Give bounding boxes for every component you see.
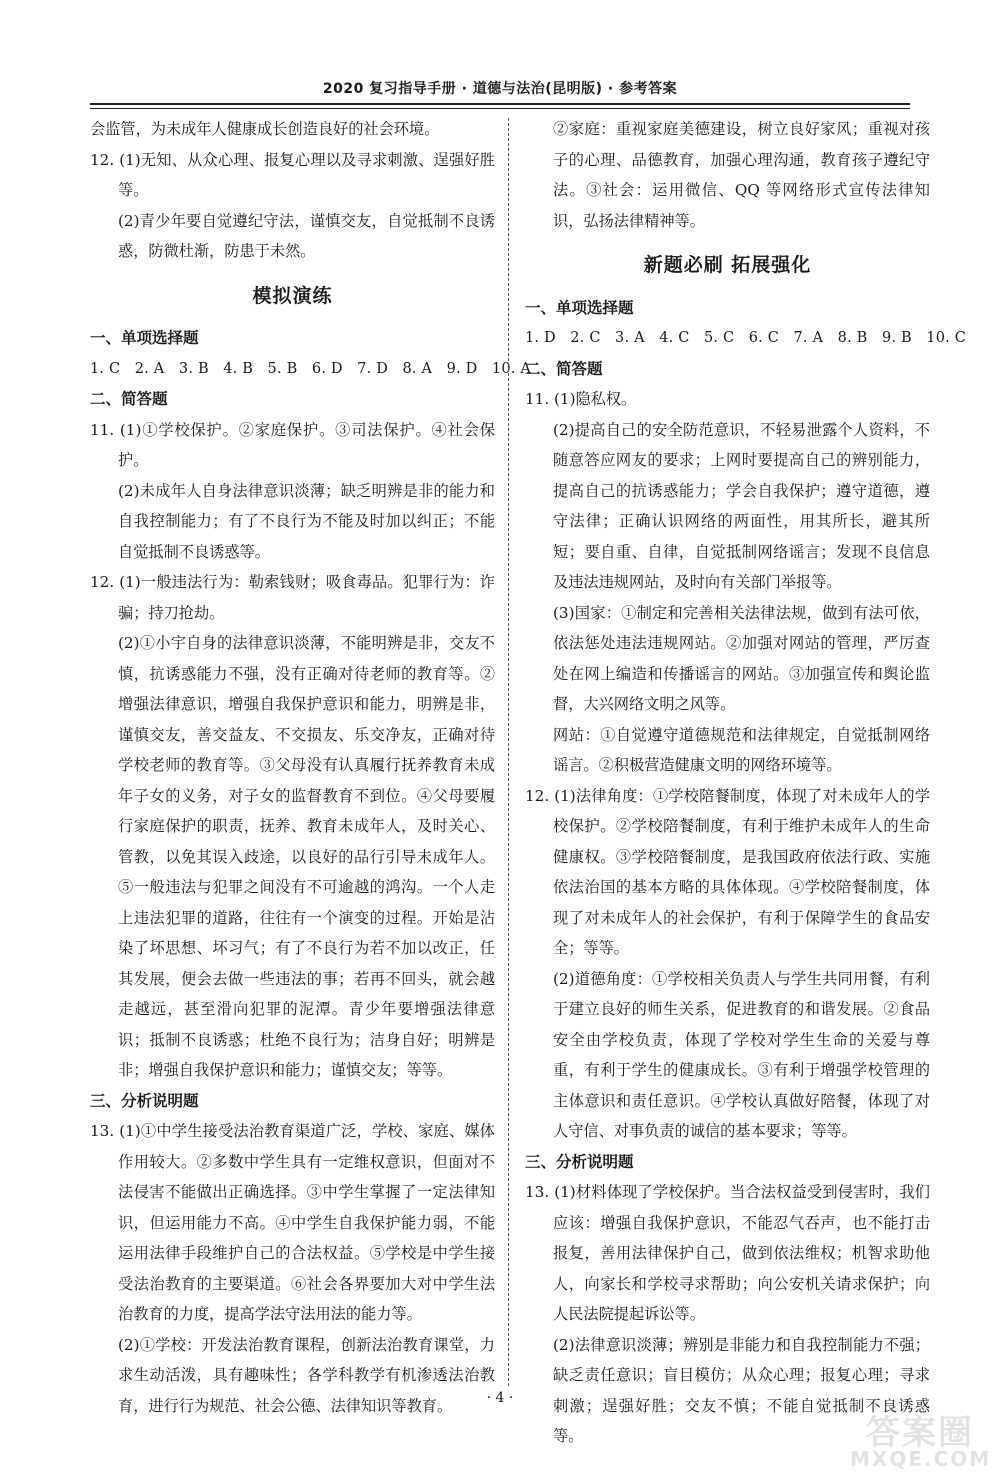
q12-part2: (2)青少年要自觉遵纪守法，谨慎交友，自觉抵制不良诱惑，防微杜渐，防患于未然。 — [118, 211, 495, 260]
q11r-part2: (2)提高自己的安全防范意识，不轻易泄露个人资料，不随意答应网友的要求；上网时要提高自己的辨别能力，提高自己的抗诱惑能力；学会自我保护；遵守道德，遵守法律；正确认识网络的两面性，用其所长，避其所短；要自重、自律，自觉抵制网络谣言；发现不良信息及违法违规网站，及时向有关部门举报等。 — [553, 420, 930, 591]
choice-answers-right: 1. D 2. C 3. A 4. C 5. C 6. C 7. A 8. B 9. B 10. C — [525, 330, 967, 346]
q13-part2: (2)①学校：开发法治教育课程，创新法治教育课堂，力求生动活泼，具有趣味性；各学科教学有机渗透法治教育，进行行为规范、社会公德、法律知识等教育。 — [118, 1335, 495, 1415]
right-column — [525, 114, 967, 1452]
page-number: · 4 · — [486, 1390, 514, 1406]
heading-single-choice: 一、单项选择题 — [90, 329, 199, 347]
q13r-part1: 13. (1)材料体现了学校保护。当合法权益受到侵害时，我们应该：增强自我保护意识，不能忍气吞声，也不能打击报复，善用法律保护自己，做到依法维权；机智求助他人，向家长和学校寻求帮助；向公安机关请求保护；向人民法院提起诉讼等。 — [525, 1183, 930, 1323]
q13r-part2: (2)法律意识淡薄；辨别是非能力和自我控制能力不强；缺乏责任意识；盲目模仿；从众心理；报复心理；寻求刺激；逞强好胜；交友不慎；不能自觉抵制不良诱惑等。 — [553, 1335, 930, 1445]
q12-part1: 12. (1)无知、从众心理、报复心理以及寻求刺激、逞强好胜等。 — [90, 150, 495, 199]
continued-text: 会监管，为未成年人健康成长创造良好的社会环境。 — [90, 120, 440, 138]
watermark-logo — [850, 1405, 990, 1475]
q12b-part1: 12. (1)一般违法行为：勒索钱财；吸食毒品。犯罪行为：诈骗；持刀抢劫。 — [90, 573, 495, 622]
q12b-part2: (2)①小宇自身的法律意识淡薄，不能明辨是非，交友不慎，抗诱惑能力不强，没有正确对待老师的教育等。②增强法律意识，增强自我保护意识和能力，明辨是非，谨慎交友，善交益友、不交损友、乐交净友，正确对待学校老师的教育等。③父母没有认真履行抚养教育未成年子女的义务，对子女的监督教育不到位。④父母要履行家庭保护的职责，抚养、教育未成年人，及时关心、管教，以免其误入歧途，以良好的品行引导未成年人。⑤一般违法与犯罪之间没有不可逾越的鸿沟。一个人走上违法犯罪的道路，往往有一个演变的过程。开始是沾染了坏思想、坏习气；有了不良行为若不加以改正，任其发展，便会去做一些违法的事；若再不回头，就会越走越远，甚至滑向犯罪的泥潭。青少年要增强法律意识；抵制不良诱惑；杜绝不良行为；洁身自好；明辨是非；增强自我保护意识和能力；谨慎交友；等等。 — [118, 634, 495, 1079]
choice-answers: 1. C 2. A 3. B 4. B 5. B 6. D 7. D 8. A 9. D 10. A — [90, 360, 532, 377]
q11-part2: (2)未成年人自身法律意识淡薄；缺乏明辨是非的能力和自我控制能力；有了不良行为不能及时加以纠正；不能自觉抵制不良诱惑等。 — [118, 481, 495, 561]
q11r-part3: (3)国家：①制定和完善相关法律法规，做到有法可依，依法惩处违法违规网站。②加强对网站的管理，严厉查处在网上编造和传播谣言的网站。③加强宣传和舆论监督，大兴网络文明之风等。 — [553, 603, 930, 713]
section-title-new: 新题必刷 拓展强化 — [643, 254, 812, 276]
heading-short-answer: 二、简答题 — [90, 390, 168, 408]
q12r-part1: 12. (1)法律角度：①学校陪餐制度，体现了对未成年人的学校保护。②学校陪餐制度，有利于维护未成年人的生命健康权。③学校陪餐制度，是我国政府依法行政、实施依法治国的基本方略的具体体现。④学校陪餐制度，体现了对未成年人的社会保护，有利于保障学生的食品安全；等等。 — [525, 786, 930, 957]
section-title-mock: 模拟演练 — [252, 284, 333, 307]
q11r-part1: 11. (1)隐私权。 — [525, 390, 637, 408]
header-rule-thick — [90, 103, 910, 105]
column-divider — [508, 118, 509, 1386]
heading-analysis-right: 三、分析说明题 — [525, 1152, 634, 1171]
q11r-part4: 网站：①自觉遵守道德规范和法律规定，自觉抵制网络谣言。②积极营造健康文明的网络环境等。 — [553, 725, 930, 774]
page-header: 2020 复习指导手册 · 道德与法治(昆明版) · 参考答案 — [322, 81, 678, 97]
q11-part1: 11. (1)①学校保护。②家庭保护。③司法保护。④社会保护。 — [90, 420, 495, 469]
q13-part1: 13. (1)①中学生接受法治教育渠道广泛，学校、家庭、媒体作用较大。②多数中学生具有一定维权意识，但面对不法侵害不能做出正确选择。③中学生掌握了一定法律知识，但运用能力不高。④中学生自我保护能力弱，不能运用法律手段维护自己的合法权益。⑤学校是中学生接受法治教育的主要渠道。⑥社会各界要加大对中学生法治教育的力度，提高学法守法用法的能力等。 — [90, 1122, 495, 1323]
q12r-part2: (2)道德角度：①学校相关负责人与学生共同用餐，有利于建立良好的师生关系，促进教育的和谐发展。②食品安全由学校负责，体现了学校对学生生命的关爱与尊重，有利于学生的健康成长。③有利于增强学校管理的主体意识和责任意识。④学校认真做好陪餐，体现了对人守信、对事负责的诚信的基本要求；等等。 — [553, 969, 930, 1140]
header-rule-thin — [90, 108, 910, 109]
watermark-line1: 答案圈 — [866, 1413, 974, 1453]
left-column — [90, 114, 532, 1421]
heading-single-choice-right: 一、单项选择题 — [525, 298, 634, 317]
continued-text-right: ②家庭：重视家庭美德建设，树立良好家风；重视对孩子的心理、品德教育，加强心理沟通，教育孩子遵纪守法。③社会：运用微信、QQ 等网络形式宣传法律知识，弘扬法律精神等。 — [553, 120, 930, 230]
heading-analysis: 三、分析说明题 — [90, 1091, 199, 1110]
watermark-line2: MXQE.COM — [850, 1447, 992, 1471]
heading-short-answer-right: 二、简答题 — [525, 359, 603, 378]
